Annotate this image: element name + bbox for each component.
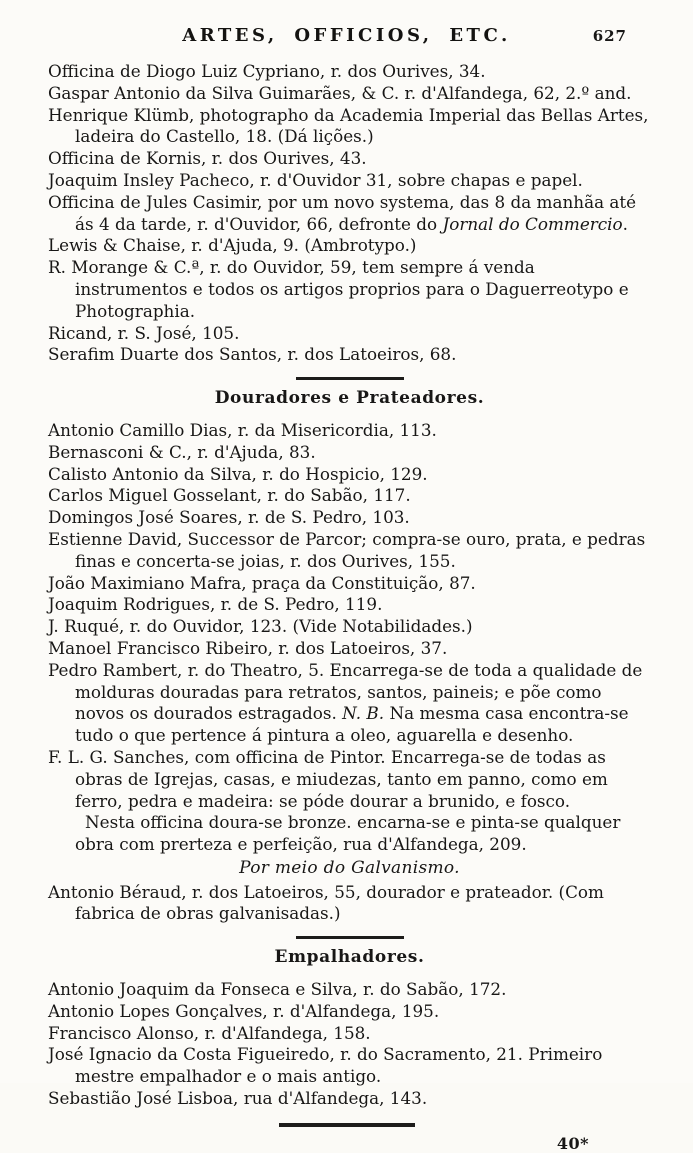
- directory-entry: [48, 529, 651, 573]
- directory-entry: [48, 442, 651, 464]
- entry-text: Officina de Kornis, r. dos Ourives, 43.: [48, 148, 367, 169]
- directory-entry: [48, 1044, 651, 1088]
- entry-text: .: [622, 213, 628, 234]
- directory-entry: [48, 344, 651, 366]
- entry-text: Joaquim Rodrigues, r. de S. Pedro, 119.: [48, 594, 383, 615]
- section-heading: Por meio do Galvanismo.: [239, 857, 460, 878]
- directory-entry: [48, 235, 651, 257]
- directory-entry: [48, 573, 651, 595]
- entry-text: Joaquim Insley Pacheco, r. d'Ouvidor 31, sobre chapas e papel.: [48, 169, 583, 190]
- directory-entry: [48, 192, 651, 236]
- entry-text: Domingos José Soares, r. de S. Pedro, 103.: [48, 507, 410, 528]
- directory-entry: [48, 979, 651, 1001]
- entry-text: Carlos Miguel Gosselant, r. do Sabão, 117.: [48, 485, 411, 506]
- directory-entry: [48, 105, 651, 149]
- entry-text: Bernasconi & C., r. d'Ajuda, 83.: [48, 441, 316, 462]
- directory-entry: [48, 323, 651, 345]
- directory-entry: [48, 148, 651, 170]
- entry-text: Officina de Diogo Luiz Cypriano, r. dos Ourives, 34.: [48, 61, 486, 81]
- entry-text: Officina de Jules Casimir, por um novo systema, das 8 da manhãa até ás 4 da tarde, r. d'Ouvidor, 66, defronte do: [48, 191, 637, 234]
- directory-entry: [48, 464, 651, 486]
- directory-entry: [48, 170, 651, 192]
- entry-text: Manoel Francisco Ribeiro, r. dos Latoeiros, 37.: [48, 637, 448, 658]
- entry-text: Estienne David, Successor de Parcor; compra-se ouro, prata, e pedras finas e concerta-se joias, r. dos Ourives, 155.: [48, 528, 646, 571]
- entry-text: Antonio Lopes Gonçalves, r. d'Alfandega, 195.: [48, 1000, 440, 1021]
- entry-text: Antonio Joaquim da Fonseca e Silva, r. do Sabão, 172.: [48, 979, 507, 1000]
- directory-entry: [48, 1001, 651, 1023]
- entry-text: Ricand, r. S. José, 105.: [48, 322, 240, 343]
- entry-text-italic: N. B.: [342, 703, 385, 724]
- directory-entry: [48, 1088, 651, 1110]
- directory-entry: [48, 747, 651, 812]
- signature-mark: 40*: [556, 1133, 589, 1153]
- directory-entry: [48, 638, 651, 660]
- entry-text: Antonio Béraud, r. dos Latoeiros, 55, dourador e prateador. (Com fabrica de obras galvanisadas.): [48, 881, 604, 924]
- entry-text: J. Ruqué, r. do Ouvidor, 123. (Vide Notabilidades.): [48, 616, 473, 637]
- page-title: ARTES, OFFICIOS, ETC.: [182, 25, 511, 46]
- section-divider: [296, 377, 404, 380]
- entry-text: Henrique Klümb, photographo da Academia Imperial das Bellas Artes, ladeira do Castello, 18. (Dá lições.): [48, 104, 649, 147]
- section-divider: [296, 936, 404, 939]
- directory-entry: [48, 485, 651, 507]
- section-divider: [279, 1123, 415, 1127]
- entry-text: Nesta officina doura-se bronze. encarna-se e pinta-se qualquer obra com prerteza e perfeição, rua d'Alfandega, 209.: [75, 812, 621, 855]
- directory-entry: [48, 83, 651, 105]
- section-heading: Empalhadores.: [274, 947, 425, 968]
- entry-text: Gaspar Antonio da Silva Guimarães, & C. r. d'Alfandega, 62, 2.º and.: [48, 82, 632, 103]
- directory-content: [48, 61, 651, 1110]
- directory-entry: [48, 61, 651, 83]
- entry-text: Sebastião José Lisboa, rua d'Alfandega, 143.: [48, 1088, 428, 1109]
- entry-text: Antonio Camillo Dias, r. da Misericordia, 113.: [48, 419, 437, 440]
- entry-text-italic: Jornal do Commercio: [442, 213, 623, 234]
- directory-entry: [48, 882, 651, 926]
- entry-text: R. Morange & C.ª, r. do Ouvidor, 59, tem sempre á venda instrumentos e todos os artigos proprios para o Daguerreotypo e Photographia.: [48, 257, 629, 321]
- entry-text: Calisto Antonio da Silva, r. do Hospicio, 129.: [48, 463, 428, 484]
- directory-entry: [48, 812, 651, 856]
- page-number: 627: [592, 27, 627, 45]
- entry-text: Pedro Rambert, r. do Theatro, 5. Encarrega-se de toda a qualidade de molduras douradas para retratos, santos, paineis; e põe como novos os dourados estragados.: [48, 659, 643, 724]
- directory-entry: [48, 257, 651, 322]
- entry-text: Francisco Alonso, r. d'Alfandega, 158.: [48, 1022, 371, 1043]
- directory-entry: [48, 594, 651, 616]
- entry-text: F. L. G. Sanches, com officina de Pintor. Encarrega-se de todas as obras de Igrejas, casas, e miudezas, tanto em panno, como em ferro, pedra e madeira: se póde dourar a brunido, e fosco.: [48, 746, 608, 811]
- directory-entry: [48, 616, 651, 638]
- directory-entry: [48, 420, 651, 442]
- entry-text: Serafim Duarte dos Santos, r. dos Latoeiros, 68.: [48, 344, 457, 365]
- section-heading: Douradores e Prateadores.: [214, 388, 485, 409]
- entry-text: Na mesma casa encontra-se tudo o que pertence á pintura a oleo, aguarella e desenho.: [75, 703, 629, 746]
- entry-text: José Ignacio da Costa Figueiredo, r. do Sacramento, 21. Primeiro mestre empalhador e o mais antigo.: [48, 1044, 603, 1087]
- page-footer: [0, 1123, 693, 1153]
- directory-entry: [48, 660, 651, 747]
- directory-entry: [48, 1023, 651, 1045]
- entry-text: João Maximiano Mafra, praça da Constituição, 87.: [48, 572, 476, 593]
- directory-entry: [48, 507, 651, 529]
- entry-text: Lewis & Chaise, r. d'Ajuda, 9. (Ambrotypo.): [48, 235, 417, 256]
- page-header: [0, 0, 693, 53]
